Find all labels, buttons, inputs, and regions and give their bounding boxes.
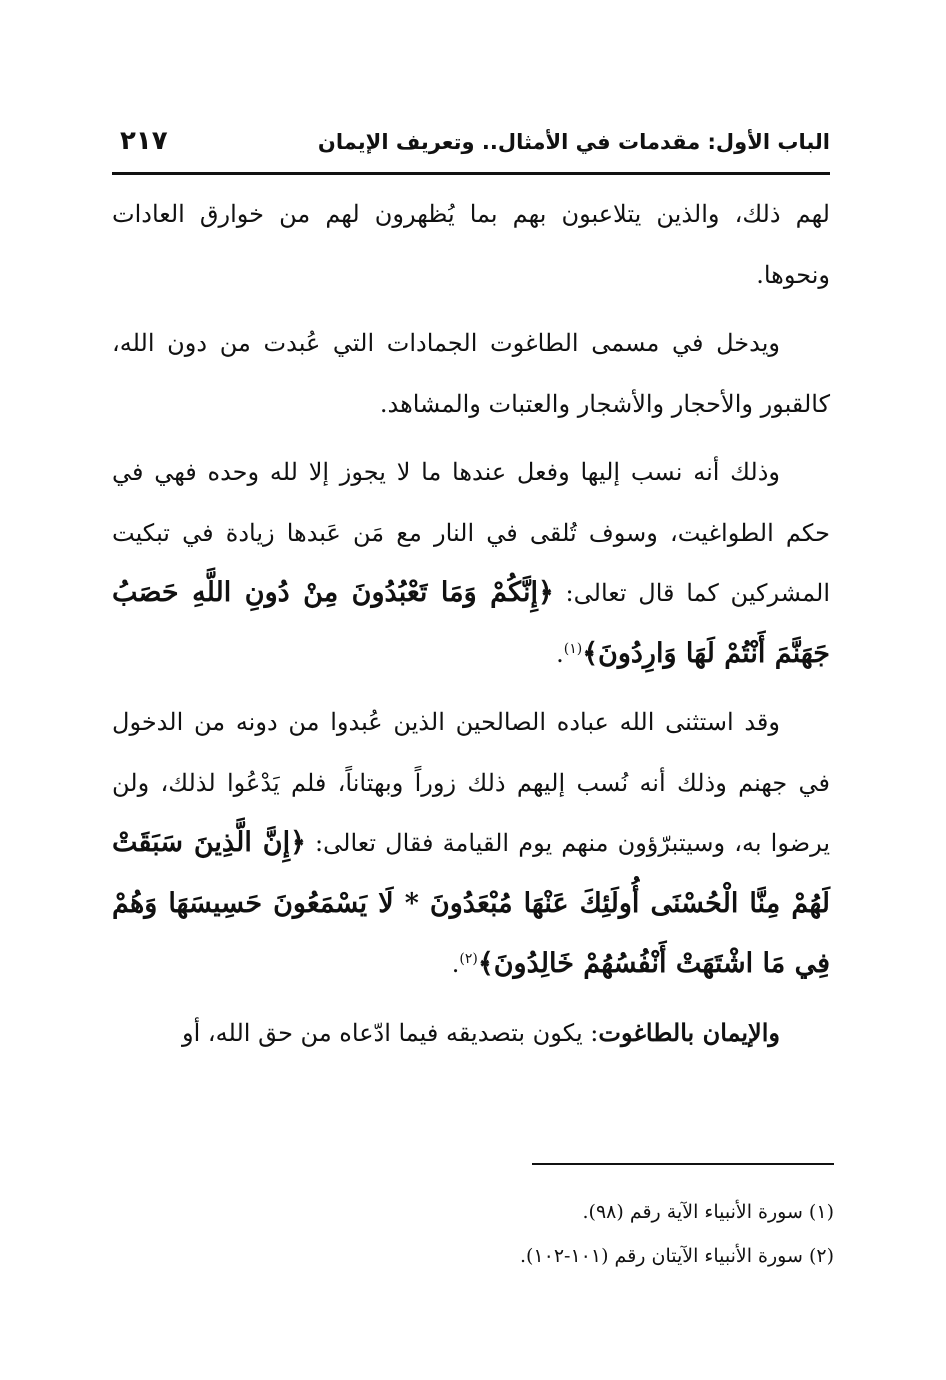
footnote-ref-2[interactable]: (٢) xyxy=(459,951,478,967)
quran-verse-1: ﴿إِنَّكُمْ وَمَا تَعْبُدُونَ مِنْ دُونِ اللَّهِ حَصَبُ جَهَنَّمَ أَنْتُمْ لَهَا وَارِدُونَ﴾ xyxy=(112,577,830,669)
footnote-ref-1[interactable]: (١) xyxy=(563,640,583,657)
paragraph-3 xyxy=(112,442,830,684)
running-header xyxy=(112,120,830,175)
paragraph-5-text: : يكون بتصديقه فيما ادّعاه من حق الله، أو xyxy=(182,1018,599,1047)
page-number: ٢١٧ xyxy=(120,126,168,156)
paragraph-5 xyxy=(112,1003,830,1064)
main-text xyxy=(112,184,830,1071)
paragraph-4-text: وقد استثنى الله عباده الصالحين الذين عُبدوا من دونه من الدخول في جهنم وذلك أنه نُسب إليهم ذلك زوراً وبهتاناً، فلم يَدْعُوا لذلك، ولن يرضوا به، وسيتبرّؤون منهم يوم القيامة فقال تعالى: xyxy=(112,708,831,857)
footnotes xyxy=(116,1190,834,1278)
paragraph-4-end: . xyxy=(451,950,460,978)
paragraph-2: ويدخل في مسمى الطاغوت الجمادات التي عُبدت من دون الله، كالقبور والأحجار والأشجار والعتبات والمشاهد. xyxy=(112,329,830,418)
quran-verse-2: ﴿إِنَّ الَّذِينَ سَبَقَتْ لَهُمْ مِنَّا الْحُسْنَى أُولَئِكَ عَنْهَا مُبْعَدُونَ * لَا يَسْمَعُونَ حَسِيسَهَا وَهُمْ فِي مَا اشْتَهَتْ أَنْفُسُهُمْ خَالِدُونَ﴾ xyxy=(112,827,830,979)
term-definition-heading: والإيمان بالطاغوت xyxy=(598,1017,780,1047)
footnote-2: (٢) سورة الأنبياء الآيتان رقم (١٠١-١٠٢). xyxy=(519,1245,834,1267)
chapter-title: الباب الأول: مقدمات في الأمثال.. وتعريف الإيمان xyxy=(317,130,830,154)
paragraph-4 xyxy=(112,692,830,995)
footnote-separator xyxy=(532,1163,834,1165)
paragraph-3-end: . xyxy=(556,639,564,668)
paragraph-1: لهم ذلك، والذين يتلاعبون بهم بما يُظهرون لهم من خوارق العادات ونحوها. xyxy=(112,200,830,289)
paragraph-3-text: وذلك أنه نسب إليها وفعل عندها ما لا يجوز إلا لله وحده فهي في حكم الطواغيت، وسوف تُلقى في النار مع مَن عَبدها زيادة في تبكيت المشركين كما قال تعالى: xyxy=(112,458,830,607)
footnote-1: (١) سورة الأنبياء الآية رقم (٩٨). xyxy=(582,1201,834,1223)
